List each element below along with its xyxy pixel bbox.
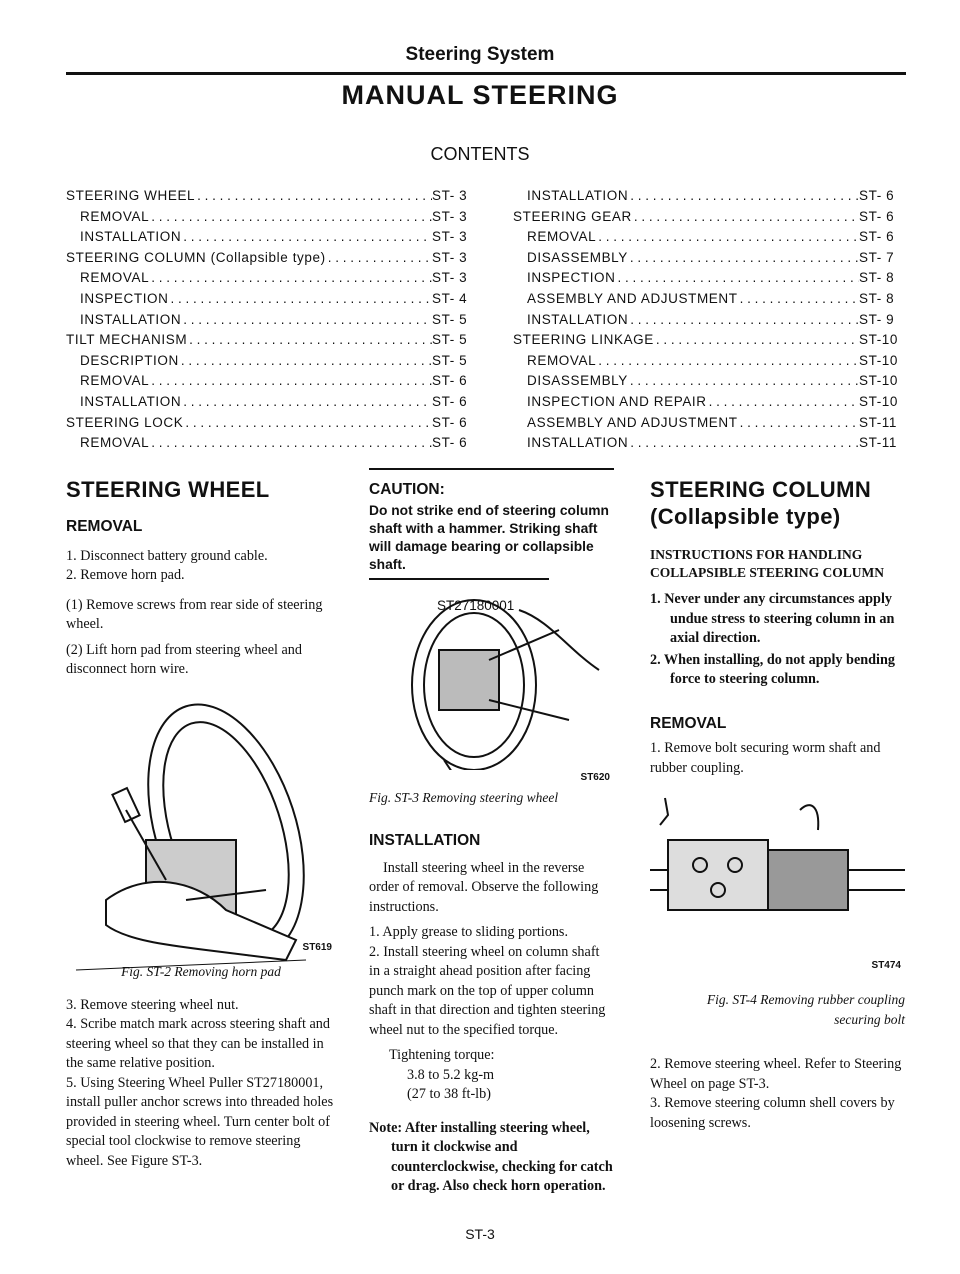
toc-entry [66, 268, 476, 289]
caution-text: Do not strike end of steering column shaft with a hammer. Striking shaft will damage bearing or collapsible shaft. [369, 502, 609, 572]
step: 3. Remove steering column shell covers by loosening screws. [650, 1095, 895, 1131]
toc-entry-label: STEERING COLUMN (Collapsible type) [66, 249, 326, 265]
toc-leader-dots [181, 392, 432, 413]
subheading-installation: INSTALLATION [369, 832, 481, 849]
toc-entry-page: ST- 6 [432, 373, 468, 389]
section-title: Steering System [405, 44, 555, 65]
step: 3. Remove steering wheel nut. [66, 996, 239, 1013]
toc-entry-page: ST-10 [859, 332, 899, 348]
toc-entry-label: REMOVAL [80, 435, 150, 451]
column-steering-wheel [66, 476, 336, 1177]
toc-entry-page: ST- 5 [432, 352, 468, 368]
toc-entry [66, 207, 476, 228]
toc-entry-page: ST- 7 [859, 249, 895, 265]
header-rule [66, 72, 906, 75]
toc-entry [513, 248, 903, 269]
toc-entry [66, 227, 476, 248]
toc-entry-page: ST- 6 [432, 393, 468, 409]
instruction: 1. Never under any circumstances apply undue stress to steering column in an axial direction. [650, 591, 895, 646]
toc-entry-page: ST- 3 [432, 249, 468, 265]
toc-entry-label: INSPECTION [80, 290, 169, 306]
column-steering-column [650, 476, 905, 1139]
toc-entry [66, 330, 476, 351]
caution-rule-bottom [369, 578, 549, 580]
toc-entry [513, 268, 903, 289]
toc-entry-page: ST- 3 [432, 229, 468, 245]
figure-caption: Fig. ST-2 Removing horn pad [121, 963, 281, 979]
toc-entry-page: ST-10 [859, 373, 899, 389]
toc-entry-label: ASSEMBLY AND ADJUSTMENT [527, 414, 738, 430]
toc-entry-label: REMOVAL [80, 208, 150, 224]
toc-entry [66, 351, 476, 372]
toc-right-column [513, 186, 903, 454]
toc-leader-dots [628, 248, 859, 269]
substep: (2) Lift horn pad from steering wheel and disconnect horn wire. [66, 641, 302, 677]
toc-entry-label: REMOVAL [527, 352, 597, 368]
torque-imperial: (27 to 38 ft-lb) [407, 1086, 491, 1102]
toc-entry [513, 330, 903, 351]
toc-entry [513, 227, 903, 248]
toc-entry-label: STEERING LOCK [66, 414, 184, 430]
rubber-coupling-illustration [650, 790, 905, 940]
figure-caption-line-2: securing bolt [834, 1011, 905, 1027]
instruction: 2. When installing, do not apply bending force to steering column. [650, 651, 895, 687]
contents-heading: CONTENTS [430, 144, 530, 164]
caution-title: CAUTION: [369, 481, 445, 498]
toc-entry-page: ST- 3 [432, 188, 468, 203]
toc-entry [66, 289, 476, 310]
toc-leader-dots [707, 392, 859, 413]
toc-leader-dots [149, 371, 432, 392]
toc-entry-page: ST-10 [859, 393, 899, 409]
toc-entry-page: ST- 5 [432, 332, 468, 348]
toc-entry [513, 413, 903, 434]
toc-entry-label: DISASSEMBLY [527, 373, 628, 389]
toc-entry-label: INSPECTION [527, 270, 616, 286]
toc-leader-dots [654, 330, 859, 351]
toc-entry-page: ST- 6 [859, 208, 895, 224]
toc-entry [513, 186, 903, 207]
column-caution-installation [369, 468, 614, 1203]
toc-entry-page: ST-10 [859, 352, 899, 368]
figure-removing-steering-wheel [369, 590, 614, 790]
toc-entry [66, 413, 476, 434]
horn-pad-illustration [66, 690, 336, 980]
toc-leader-dots [616, 268, 859, 289]
tool-label: ST27180001 [437, 597, 515, 613]
toc-leader-dots [738, 289, 859, 310]
toc-entry-label: STEERING WHEEL [66, 188, 196, 203]
figure-caption: Fig. ST-3 Removing steering wheel [369, 789, 559, 805]
steering-wheel-puller-illustration [369, 590, 614, 770]
intro: Install steering wheel in the reverse order of removal. Observe the following instructions. [369, 859, 599, 915]
toc-entry-page: ST- 6 [432, 414, 468, 430]
toc-leader-dots [179, 351, 432, 372]
toc-entry-label: INSTALLATION [80, 393, 182, 409]
figure-code: ST474 [871, 960, 901, 971]
figure-code: ST620 [580, 771, 610, 783]
instructions-heading: INSTRUCTIONS FOR HANDLING COLLAPSIBLE STEERING COLUMN [650, 547, 885, 580]
toc-entry-label: REMOVAL [80, 373, 150, 389]
caution-rule-top [369, 468, 614, 470]
toc-entry-page: ST-11 [859, 414, 898, 430]
toc-leader-dots [183, 413, 432, 434]
toc-entry-label: DISASSEMBLY [527, 249, 628, 265]
toc-entry-page: ST-11 [859, 435, 898, 451]
document-title: MANUAL STEERING [341, 80, 619, 110]
note: Note: After installing steering wheel, turn it clockwise and counterclockwise, checking for catch or drag. Also check horn operation. [369, 1119, 613, 1194]
toc-entry-label: STEERING LINKAGE [513, 332, 654, 348]
toc-leader-dots [169, 289, 432, 310]
step: 5. Using Steering Wheel Puller ST27180001, install puller anchor screws into threaded holes provided in steering wheel. Turn center bolt of special tool clockwise to remove steering wheel. See Figure ST-3. [66, 1074, 334, 1169]
toc-entry-page: ST- 6 [859, 229, 895, 245]
torque-metric: 3.8 to 5.2 kg-m [407, 1066, 495, 1083]
step: 2. Remove steering wheel. Refer to Steering Wheel on page ST-3. [650, 1056, 902, 1092]
toc-entry [513, 433, 903, 454]
step: 1. Apply grease to sliding portions. [369, 924, 569, 940]
toc-leader-dots [738, 413, 859, 434]
toc-leader-dots [326, 248, 432, 269]
toc-entry [66, 371, 476, 392]
toc-entry [66, 248, 476, 269]
toc-leader-dots [596, 227, 859, 248]
toc-entry [513, 371, 903, 392]
toc-entry-label: INSTALLATION [527, 435, 629, 451]
toc-leader-dots [187, 330, 432, 351]
substep: (1) Remove screws from rear side of steering wheel. [66, 596, 323, 632]
toc-leader-dots [195, 186, 432, 207]
toc-entry-label: TILT MECHANISM [66, 332, 188, 348]
toc-entry-page: ST- 8 [859, 290, 895, 306]
toc-leader-dots [596, 351, 859, 372]
heading-steering-wheel: STEERING WHEEL [66, 477, 270, 502]
toc-entry [513, 207, 903, 228]
step: 1. Disconnect battery ground cable. [66, 547, 268, 564]
toc-entry [66, 392, 476, 413]
toc-entry [66, 310, 476, 331]
toc-entry-label: ASSEMBLY AND ADJUSTMENT [527, 290, 738, 306]
toc-entry-label: INSTALLATION [80, 229, 182, 245]
toc-entry-page: ST- 3 [432, 270, 468, 286]
toc-leader-dots [149, 433, 432, 454]
step: 4. Scribe match mark across steering shaft and steering wheel so that they can be installed in the same relative position. [66, 1016, 330, 1071]
toc-entry-page: ST- 6 [432, 435, 468, 451]
page-number: ST-3 [465, 1226, 495, 1242]
toc-leader-dots [181, 227, 432, 248]
toc-entry [513, 351, 903, 372]
toc-entry-page: ST- 5 [432, 311, 468, 327]
toc-left-column [66, 186, 476, 454]
torque-label: Tightening torque: [389, 1047, 495, 1063]
toc-leader-dots [632, 207, 859, 228]
toc-entry [66, 186, 476, 207]
toc-entry [513, 289, 903, 310]
toc-entry-label: STEERING GEAR [513, 208, 632, 224]
toc-leader-dots [181, 310, 432, 331]
toc-leader-dots [628, 433, 859, 454]
subheading-removal: REMOVAL [650, 714, 727, 732]
subheading-removal: REMOVAL [66, 518, 143, 535]
figure-removing-horn-pad [66, 690, 336, 990]
toc-leader-dots [628, 371, 859, 392]
toc-entry-label: DESCRIPTION [80, 352, 179, 368]
heading-steering-column: STEERING COLUMN [650, 477, 872, 502]
toc-entry-label: INSTALLATION [80, 311, 182, 327]
toc-entry-label: REMOVAL [80, 270, 150, 286]
toc-entry-label: INSTALLATION [527, 188, 629, 203]
toc-entry-label: INSTALLATION [527, 311, 629, 327]
toc-leader-dots [628, 310, 859, 331]
toc-entry [513, 392, 903, 413]
toc-leader-dots [628, 186, 859, 207]
toc-leader-dots [149, 207, 432, 228]
toc-entry [66, 433, 476, 454]
toc-entry-page: ST- 8 [859, 270, 895, 286]
figure-removing-rubber-coupling [650, 790, 905, 990]
step: 2. Remove horn pad. [66, 567, 185, 583]
figure-caption: Fig. ST-4 Removing rubber coupling [706, 992, 905, 1007]
step: 1. Remove bolt securing worm shaft and rubber coupling. [650, 740, 881, 776]
step: 2. Install steering wheel on column shaft in a straight ahead position after facing punch mark on the top of upper column shaft in that direction and tighten steering wheel nut to the specified torque. [369, 943, 606, 1038]
toc-entry-page: ST- 3 [432, 208, 468, 224]
toc-entry-page: ST- 6 [859, 188, 895, 203]
heading-collapsible-type: (Collapsible type) [650, 504, 841, 529]
toc-leader-dots [149, 268, 432, 289]
figure-code: ST619 [302, 941, 332, 953]
toc-entry-label: INSPECTION AND REPAIR [527, 393, 707, 409]
toc-entry [513, 310, 903, 331]
toc-entry-page: ST- 4 [432, 290, 468, 306]
toc-entry-label: REMOVAL [527, 229, 597, 245]
toc-entry-page: ST- 9 [859, 311, 895, 327]
